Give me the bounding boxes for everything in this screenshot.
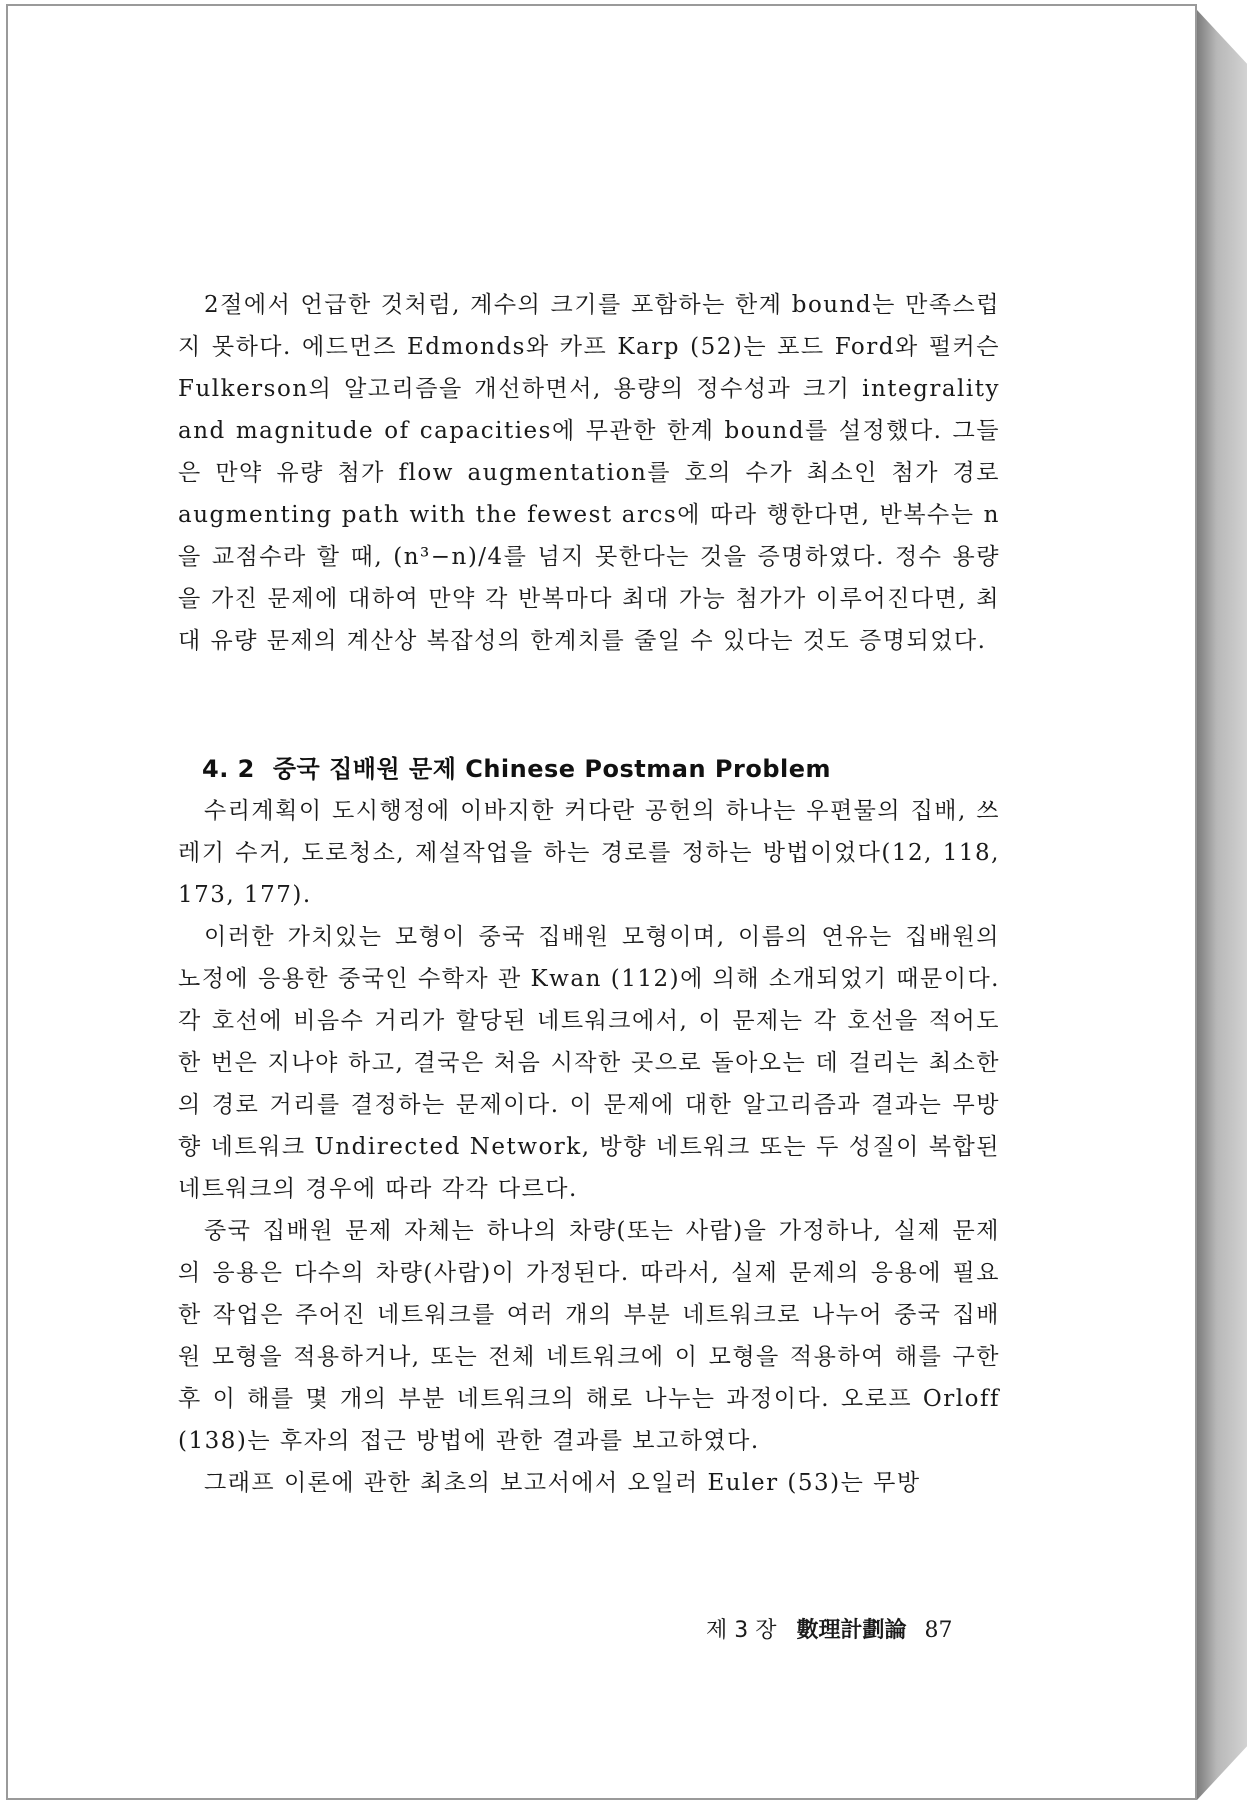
intro-text-block <box>178 284 1000 662</box>
footer-chapter: 제 3 장 <box>706 1618 777 1643</box>
section-body <box>178 790 1000 1504</box>
book-page-edge <box>1197 10 1247 1800</box>
footer-title: 數理計劃論 <box>796 1618 907 1643</box>
paragraph: 중국 집배원 문제 자체는 하나의 차량(또는 사람)을 가정하나, 실제 문제의 응용은 다수의 차량(사람)이 가정된다. 따라서, 실제 문제의 응용에 필요한 작업은 주어진 네트워크를 여러 개의 부분 네트워크로 나누어 중국 집배원 모형을 적용하거나, 또는 전체 네트워크에 이 모형을 적용하여 해를 구한 후 이 해를 몇 개의 부분 네트워크의 해로 나누는 과정이다. 오로프 Orloff (138)는 후자의 접근 방법에 관한 결과를 보고하였다. <box>178 1218 1000 1454</box>
section-number: 4. 2 <box>202 755 255 783</box>
section-title: 중국 집배원 문제 Chinese Postman Problem <box>272 755 832 783</box>
section-heading <box>202 748 1000 790</box>
paragraph: 이러한 가치있는 모형이 중국 집배원 모형이며, 이름의 연유는 집배원의 노정에 응용한 중국인 수학자 관 Kwan (112)에 의해 소개되었기 때문이다. 각 호선에 비음수 거리가 할당된 네트워크에서, 이 문제는 각 호선을 적어도 한 번은 지나야 하고, 결국은 처음 시작한 곳으로 돌아오는 데 걸리는 최소한의 경로 거리를 결정하는 문제이다. 이 문제에 대한 알고리즘과 결과는 무방향 네트워크 Undirected Network, 방향 네트워크 또는 두 성질이 복합된 네트워크의 경우에 따라 각각 다르다. <box>178 924 1000 1202</box>
paragraph: 수리계획이 도시행정에 이바지한 커다란 공헌의 하나는 우편물의 집배, 쓰레기 수거, 도로청소, 제설작업을 하는 경로를 정하는 방법이었다(12, 118, 173, 177). <box>178 798 1000 908</box>
page-number: 87 <box>924 1618 953 1643</box>
paragraph: 2절에서 언급한 것처럼, 계수의 크기를 포함하는 한계 bound는 만족스럽지 못하다. 에드먼즈 Edmonds와 카프 Karp (52)는 포드 Ford와 펄커슨 Fulkerson의 알고리즘을 개선하면서, 용량의 정수성과 크기 integrality and magnitude of capacities에 무관한 한계 bound를 설정했다. 그들은 만약 유량 첨가 flow augmentation를 호의 수가 최소인 첨가 경로 augmenting path with the fewest arcs에 따라 행한다면, 반복수는 n을 교점수라 할 때, (n³−n)/4를 넘지 못한다는 것을 증명하였다. 정수 용량을 가진 문제에 대하여 만약 각 반복마다 최대 가능 첨가가 이루어진다면, 최대 유량 문제의 계산상 복잡성의 한계치를 줄일 수 있다는 것도 증명되었다. <box>178 292 1000 654</box>
paragraph: 그래프 이론에 관한 최초의 보고서에서 오일러 Euler (53)는 무방 <box>204 1470 921 1496</box>
page-footer <box>706 1616 953 1646</box>
